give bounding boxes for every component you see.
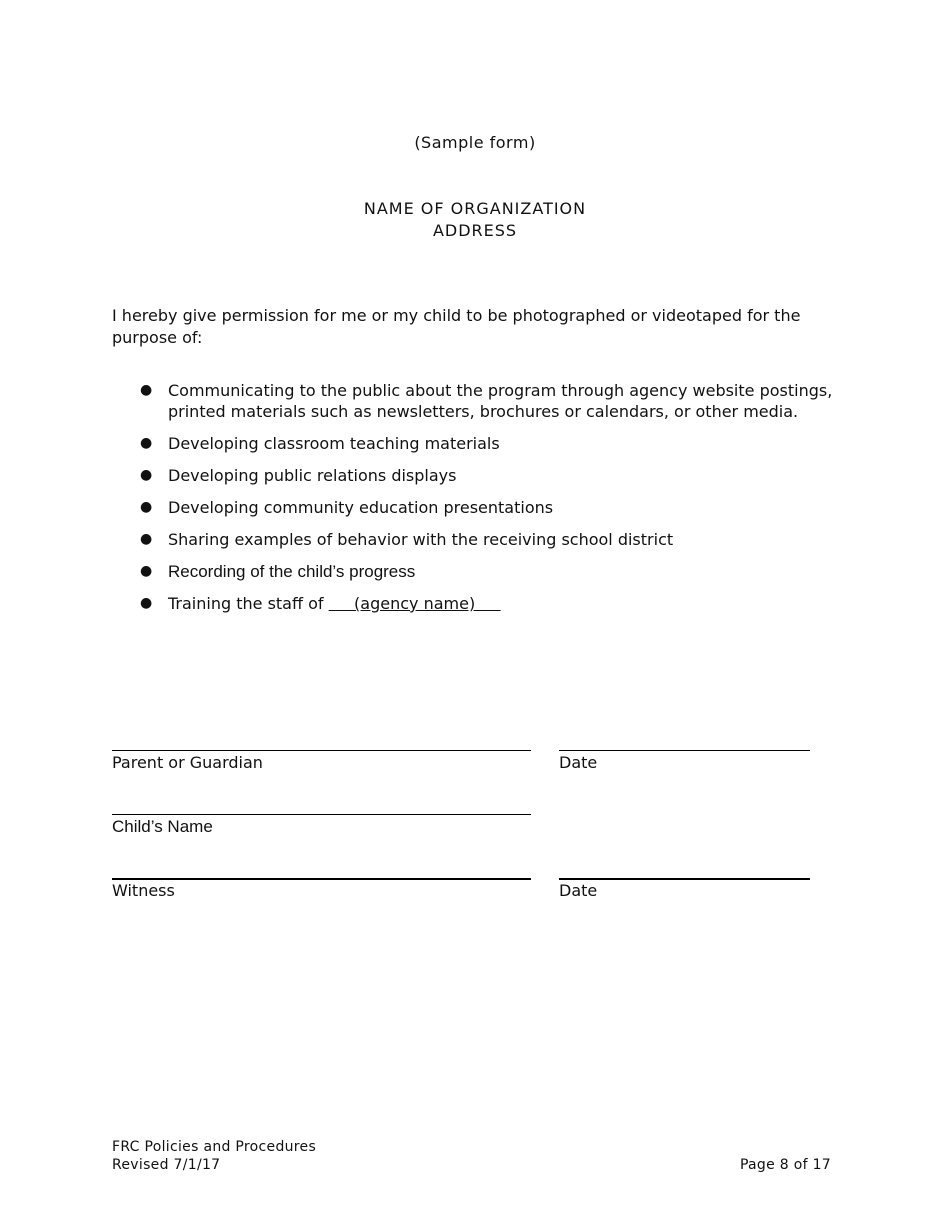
bullet-icon: ● bbox=[140, 499, 153, 515]
witness-label: Witness bbox=[112, 881, 175, 900]
list-item bbox=[140, 433, 840, 454]
list-item bbox=[140, 529, 840, 550]
date-label-1: Date bbox=[559, 753, 598, 772]
list-item bbox=[140, 380, 840, 422]
bullet-icon: ● bbox=[140, 531, 153, 547]
parent-signature-line bbox=[112, 750, 531, 751]
footer-doc-title: FRC Policies and Procedures bbox=[112, 1139, 317, 1155]
list-item bbox=[140, 593, 840, 614]
date-line-1 bbox=[559, 750, 810, 751]
page-number: Page 8 of 17 bbox=[739, 1157, 831, 1173]
organization-address: ADDRESS bbox=[432, 221, 518, 240]
list-item bbox=[140, 497, 840, 518]
date-line-2 bbox=[559, 878, 810, 880]
date-label-2: Date bbox=[559, 881, 598, 900]
purpose-list bbox=[140, 380, 840, 625]
purpose-text: Developing classroom teaching materials bbox=[168, 434, 500, 453]
organization-header bbox=[0, 198, 950, 242]
agency-name-blank: (agency name) bbox=[328, 594, 501, 613]
purpose-text: Developing public relations displays bbox=[168, 466, 457, 485]
purpose-text: Communicating to the public about the program through agency website postings, printed materials such as newsletters, brochures or calendars, or other media. bbox=[168, 381, 833, 421]
footer-left bbox=[112, 1138, 316, 1174]
witness-signature-line bbox=[112, 878, 531, 880]
purpose-text: Developing community education presentations bbox=[168, 498, 554, 517]
child-name-label: Child’s Name bbox=[112, 817, 213, 836]
purpose-text: Recording of the child’s progress bbox=[168, 562, 416, 581]
list-item bbox=[140, 465, 840, 486]
bullet-icon: ● bbox=[140, 435, 153, 451]
permission-statement: I hereby give permission for me or my child to be photographed or videotaped for the purpose of: bbox=[112, 306, 801, 347]
organization-name: NAME OF ORGANIZATION bbox=[363, 199, 587, 218]
child-name-line bbox=[112, 814, 531, 815]
bullet-icon: ● bbox=[140, 563, 153, 579]
footer-revised-date: Revised 7/1/17 bbox=[112, 1157, 221, 1173]
purpose-text: Sharing examples of behavior with the receiving school district bbox=[168, 530, 674, 549]
bullet-icon: ● bbox=[140, 595, 153, 611]
training-prefix: Training the staff of bbox=[168, 594, 329, 613]
sample-form-label: (Sample form) bbox=[414, 133, 536, 152]
bullet-icon: ● bbox=[140, 467, 153, 483]
parent-guardian-label: Parent or Guardian bbox=[112, 753, 263, 772]
bullet-icon: ● bbox=[140, 382, 153, 398]
list-item bbox=[140, 561, 840, 582]
